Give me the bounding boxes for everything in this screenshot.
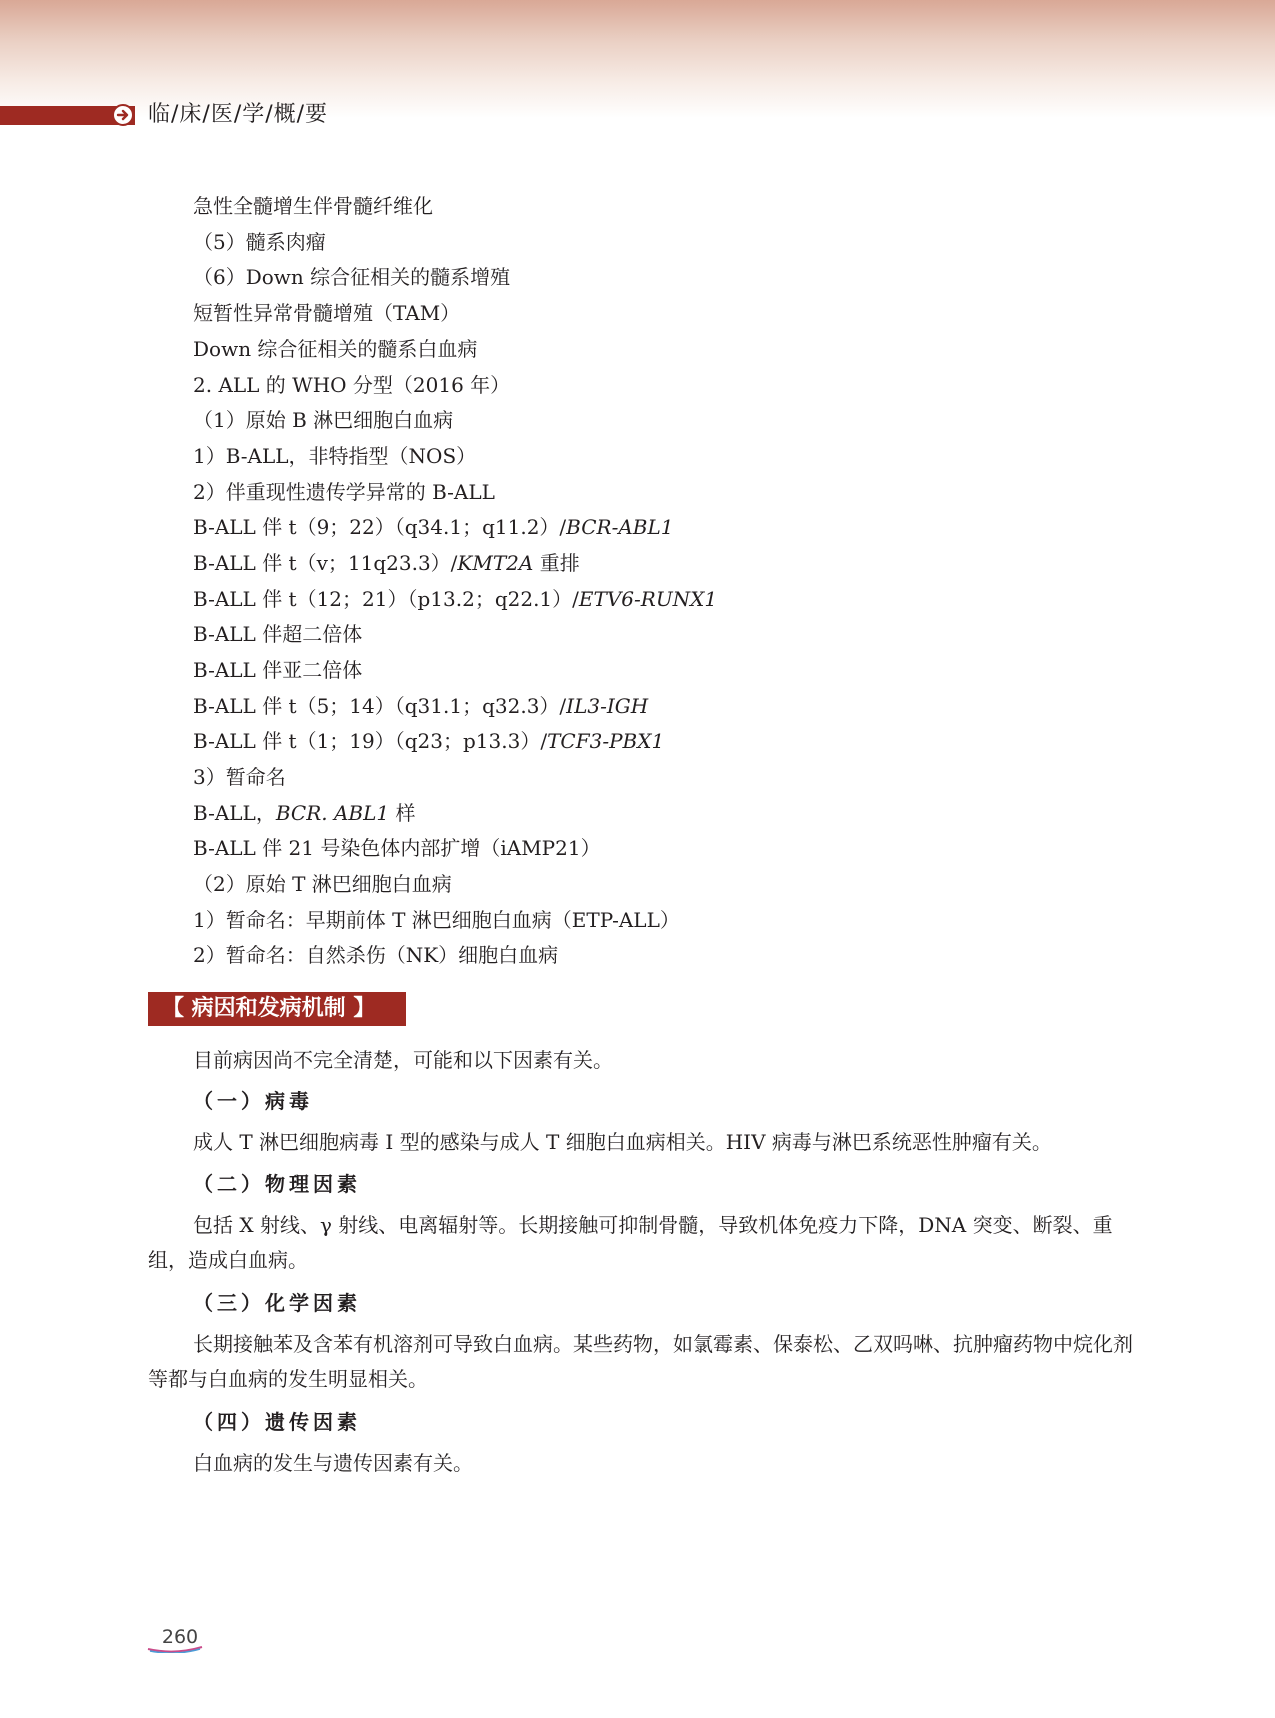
list-line: B-ALL 伴 21 号染色体内部扩增（iAMP21）: [193, 836, 601, 860]
list-line: （6）Down 综合征相关的髓系增殖: [193, 265, 511, 289]
list-line: 2）暂命名：自然杀伤（NK）细胞白血病: [193, 943, 559, 967]
list-line: B-ALL 伴 t（12；21）（p13.2；q22.1）/ETV6-RUNX1: [193, 587, 718, 611]
book-title: 临/床/医/学/概/要: [148, 102, 329, 127]
list-line: 2）伴重现性遗传学异常的 B-ALL: [193, 480, 495, 504]
subsection-body: 白血病的发生与遗传因素有关。: [193, 1451, 473, 1475]
page-number-swoosh: [146, 1643, 204, 1653]
list-line: B-ALL 伴亚二倍体: [193, 658, 363, 682]
list-line: B-ALL，BCR. ABL1 样: [193, 801, 416, 825]
list-line: 短暂性异常骨髓增殖（TAM）: [193, 301, 461, 325]
subsection-title: （一）病毒: [193, 1089, 313, 1113]
list-line: B-ALL 伴 t（1；19）（q23；p13.3）/TCF3-PBX1: [193, 729, 665, 753]
subsection-body: 长期接触苯及含苯有机溶剂可导致白血病。某些药物，如氯霉素、保泰松、乙双吗啉、抗肿瘤药物中烷化剂等都与白血病的发生明显相关。: [148, 1332, 1133, 1391]
subsection-body: 成人 T 淋巴细胞病毒 I 型的感染与成人 T 细胞白血病相关。HIV 病毒与淋巴系统恶性肿瘤有关。: [193, 1130, 1052, 1154]
subsection-title: （二）物理因素: [193, 1172, 361, 1196]
list-line: 1）B-ALL，非特指型（NOS）: [193, 444, 477, 468]
list-line: （2）原始 T 淋巴细胞白血病: [193, 872, 452, 896]
list-line: B-ALL 伴 t（v；11q23.3）/KMT2A 重排: [193, 551, 580, 575]
section-heading: 【 病因和发病机制 】: [148, 992, 406, 1026]
list-line: 3）暂命名: [193, 765, 286, 789]
list-line: 2. ALL 的 WHO 分型（2016 年）: [193, 373, 511, 397]
subsection-title: （三）化学因素: [193, 1291, 361, 1315]
list-line: B-ALL 伴超二倍体: [193, 622, 363, 646]
list-line: B-ALL 伴 t（9；22）（q34.1；q11.2）/BCR-ABL1: [193, 515, 674, 539]
page-number: 260: [161, 1626, 199, 1648]
arrow-right-icon: [112, 104, 134, 126]
list-line: Down 综合征相关的髓系白血病: [193, 337, 478, 361]
list-line: B-ALL 伴 t（5；14）（q31.1；q32.3）/IL3-IGH: [193, 694, 649, 718]
list-line: （1）原始 B 淋巴细胞白血病: [193, 408, 454, 432]
section-intro: 目前病因尚不完全清楚，可能和以下因素有关。: [193, 1048, 613, 1072]
list-line: 急性全髓增生伴骨髓纤维化: [193, 194, 433, 218]
subsection-body: 包括 X 射线、γ 射线、电离辐射等。长期接触可抑制骨髓，导致机体免疫力下降，DNA 突变、断裂、重组，造成白血病。: [148, 1213, 1113, 1272]
subsection-title: （四）遗传因素: [193, 1410, 361, 1434]
list-line: 1）暂命名：早期前体 T 淋巴细胞白血病（ETP-ALL）: [193, 908, 680, 932]
list-line: （5）髓系肉瘤: [193, 230, 326, 254]
